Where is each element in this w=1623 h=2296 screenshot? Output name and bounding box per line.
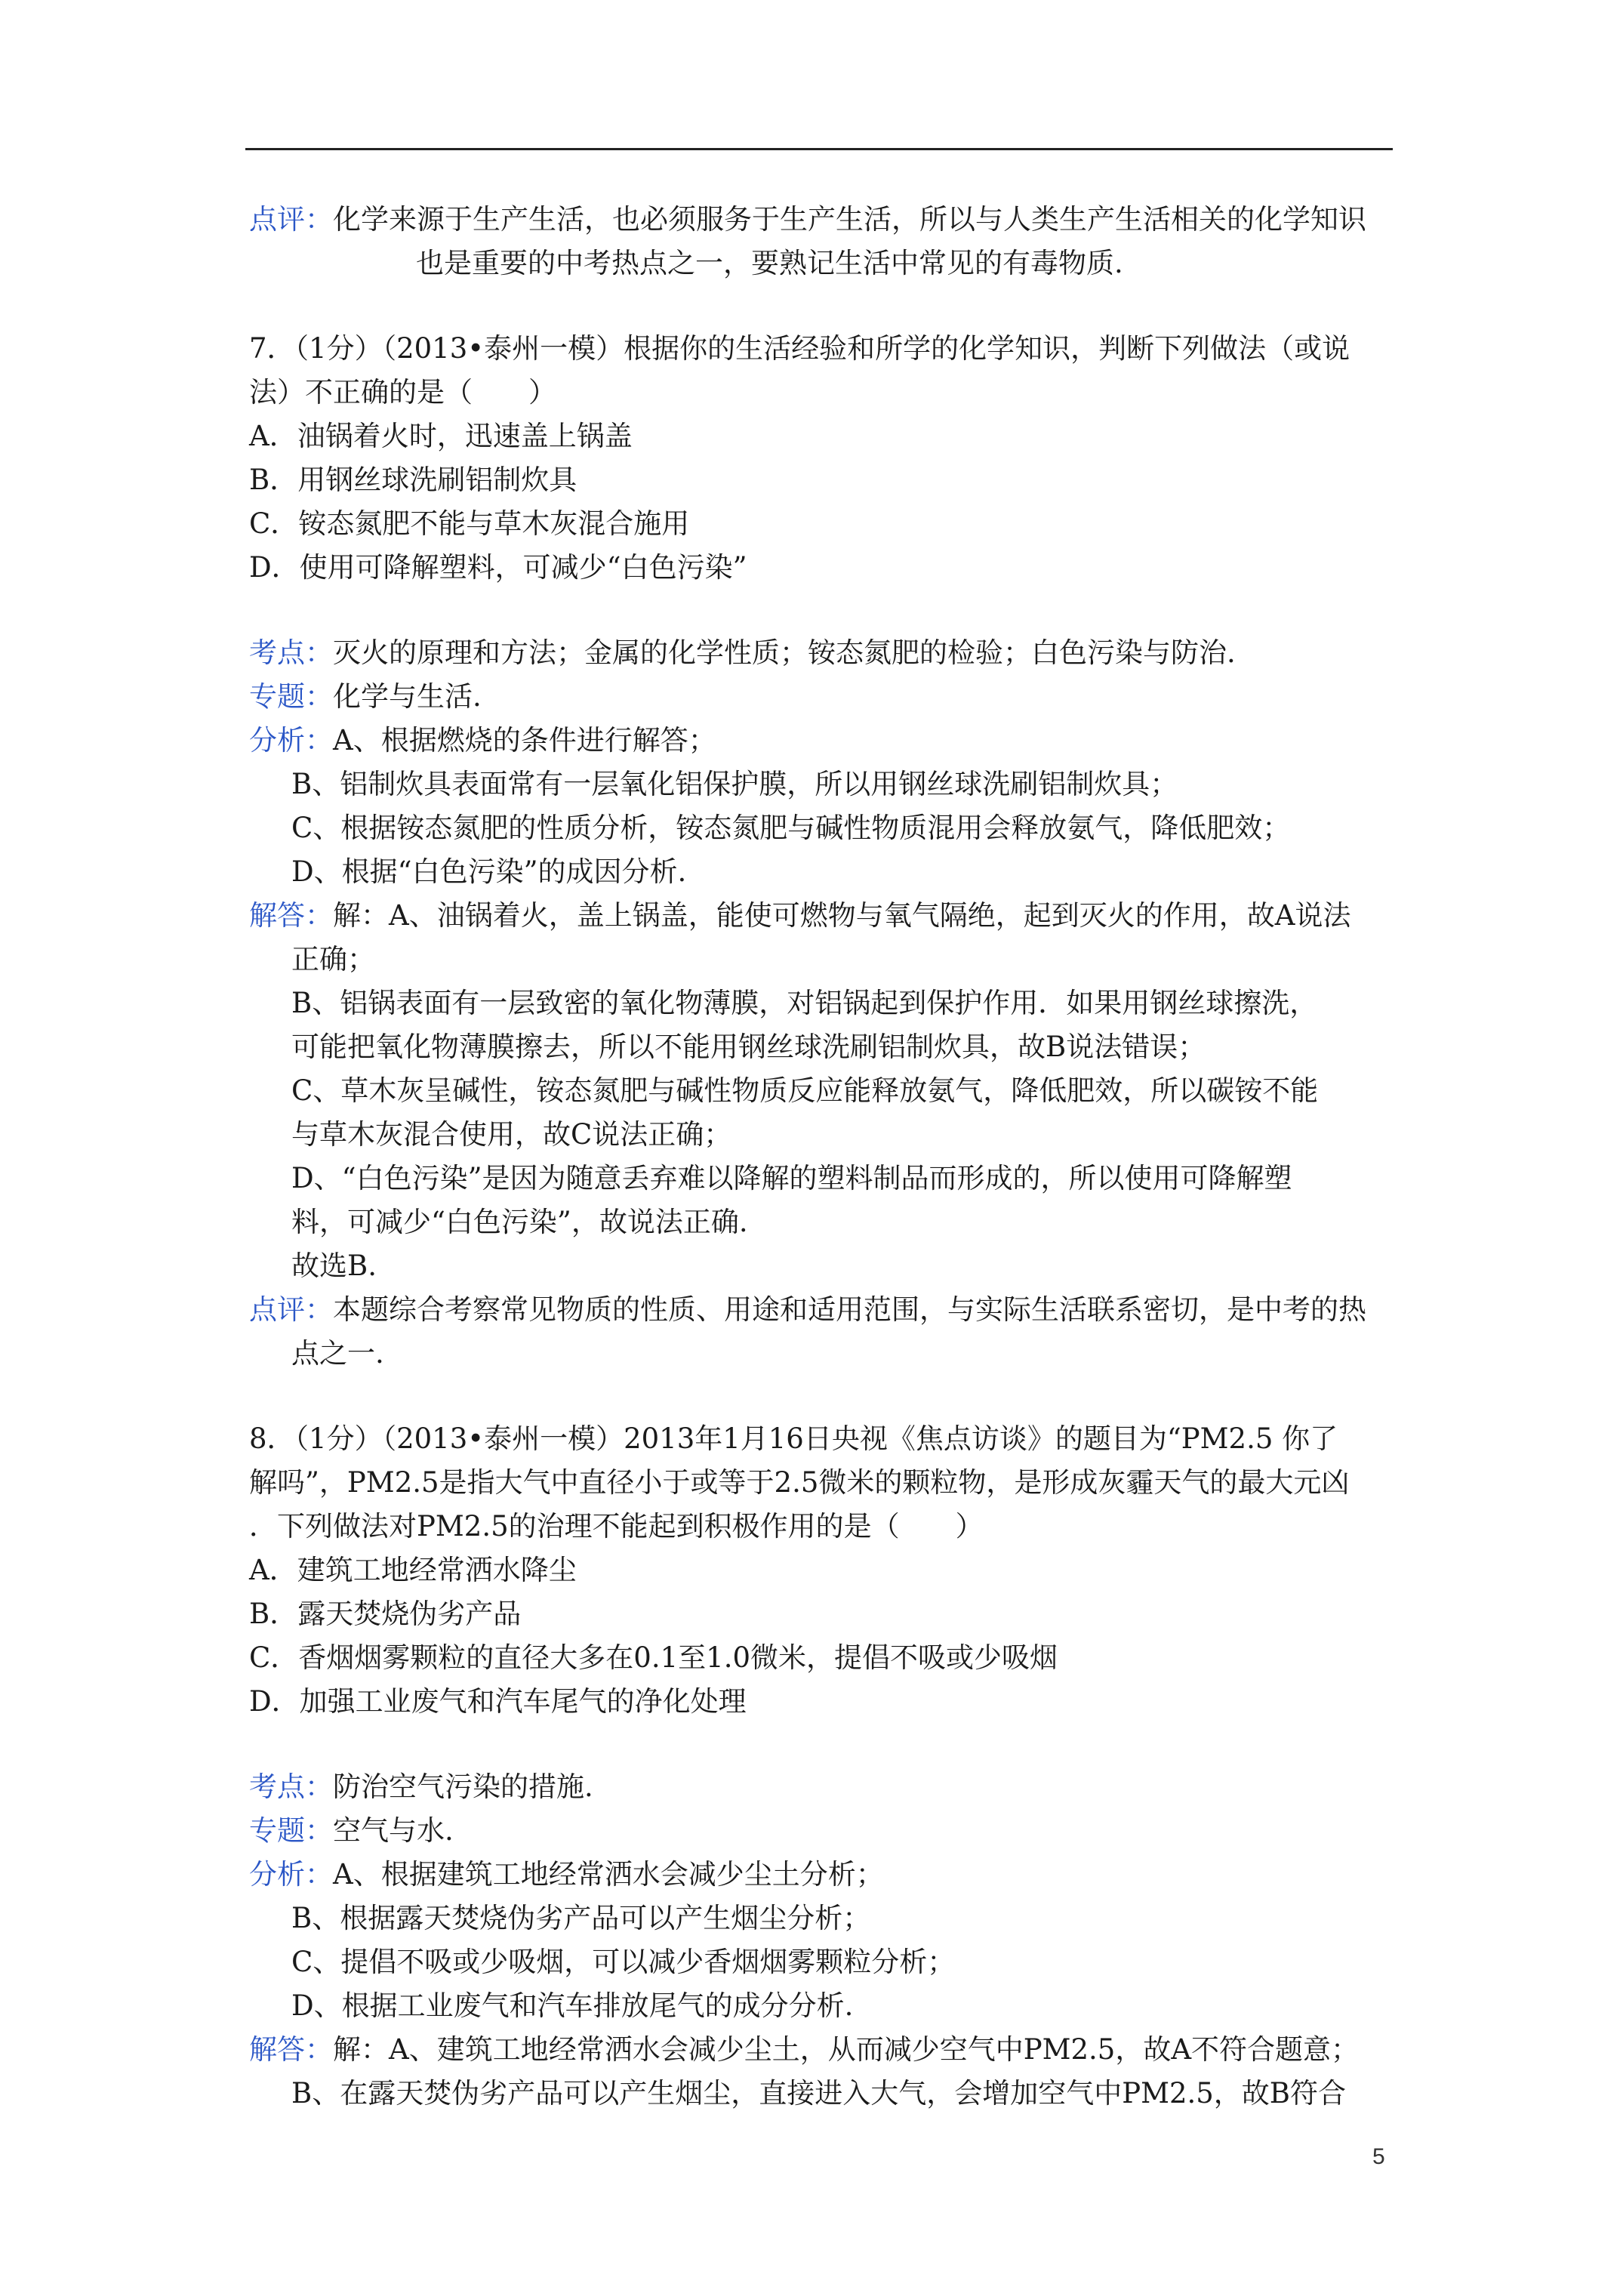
text-line: 也是重要的中考热点之一，要熟记生活中常见的有毒物质.	[416, 247, 1123, 279]
kaodian-row	[249, 1765, 1397, 1809]
text-line: 灭火的原理和方法；金属的化学性质；铵态氮肥的检验；白色污染与防治.	[333, 636, 1236, 669]
text-line: 正确；	[291, 943, 375, 975]
document-body	[249, 198, 1397, 2116]
text-line: 点之一.	[291, 1337, 384, 1370]
header-rule	[245, 148, 1393, 150]
option-b: B．露天焚烧伪劣产品	[249, 1598, 522, 1630]
text-line: C、根据铵态氮肥的性质分析，铵态氮肥与碱性物质混用会释放氨气，降低肥效；	[291, 812, 1291, 844]
solution-7	[249, 631, 1397, 1376]
text-line: B、在露天焚伪劣产品可以产生烟尘，直接进入大气，会增加空气中PM2.5，故B符合	[291, 2077, 1347, 2110]
text-line: 可能把氧化物薄膜擦去，所以不能用钢丝球洗刷铝制炊具，故B说法错误；	[291, 1031, 1206, 1063]
review-block	[249, 198, 1397, 285]
option-b: B．用钢丝球洗刷铝制炊具	[249, 464, 577, 496]
text-line: 解：A、油锅着火，盖上锅盖，能使可燃物与氧气隔绝，起到灭火的作用，故A说法	[333, 899, 1351, 932]
text-line: A、根据建筑工地经常洒水会减少尘土分析；	[333, 1858, 884, 1891]
option-c: C．香烟烟雾颗粒的直径大多在0.1至1.0微米，提倡不吸或少吸烟	[249, 1641, 1058, 1674]
text-line: 防治空气污染的措施.	[333, 1771, 593, 1803]
solution-8	[249, 1765, 1397, 2116]
fenxi-label: 分析：	[249, 724, 333, 757]
text-line: B、铝制炊具表面常有一层氧化铝保护膜，所以用钢丝球洗刷铝制炊具；	[291, 768, 1178, 800]
text-line: A、根据燃烧的条件进行解答；	[333, 724, 716, 757]
text-line: D、根据“白色污染”的成因分析.	[291, 855, 687, 888]
question-stem: 7．（1分）（2013•泰州一模）根据你的生活经验和所学的化学知识，判断下列做法（或说	[249, 332, 1350, 365]
question-8	[249, 1417, 1397, 1724]
fenxi-label: 分析：	[249, 1858, 333, 1891]
option-a: A．建筑工地经常洒水降尘	[249, 1554, 577, 1586]
text-line: 故选B.	[291, 1250, 377, 1282]
text-line: C、草木灰呈碱性，铵态氮肥与碱性物质反应能释放氨气，降低肥效，所以碳铵不能	[291, 1074, 1319, 1107]
text-line: D、根据工业废气和汽车排放尾气的成分分析.	[291, 1989, 854, 2022]
dianping-row	[249, 1288, 1397, 1376]
text-line: 解：A、建筑工地经常洒水会减少尘土，从而减少空气中PM2.5，故A不符合题意；	[333, 2033, 1360, 2066]
text-line: C、提倡不吸或少吸烟，可以减少香烟烟雾颗粒分析；	[291, 1946, 956, 1978]
text-line: 化学与生活.	[333, 680, 482, 713]
page-number: 5	[1372, 2144, 1385, 2169]
zhuanti-label: 专题：	[249, 680, 333, 713]
text-line: B、根据露天焚烧伪劣产品可以产生烟尘分析；	[291, 1902, 871, 1934]
text-line: 与草木灰混合使用，故C说法正确；	[291, 1118, 732, 1151]
option-d: D．使用可降解塑料，可减少“白色污染”	[249, 551, 747, 584]
jieda-row	[249, 894, 1397, 1288]
question-stem: 法）不正确的是（ ）	[249, 376, 556, 408]
option-d: D．加强工业废气和汽车尾气的净化处理	[249, 1685, 747, 1718]
jieda-label: 解答：	[249, 2033, 333, 2066]
text-line: D、“白色污染”是因为随意丢弃难以降解的塑料制品而形成的，所以使用可降解塑	[291, 1162, 1292, 1194]
question-stem: ．下列做法对PM2.5的治理不能起到积极作用的是（ ）	[249, 1510, 984, 1542]
kaodian-label: 考点：	[249, 636, 333, 669]
zhuanti-label: 专题：	[249, 1814, 333, 1847]
jieda-label: 解答：	[249, 899, 333, 932]
question-stem: 解吗”，PM2.5是指大气中直径小于或等于2.5微米的颗粒物，是形成灰霾天气的最大元凶	[249, 1466, 1350, 1499]
text-line: 料，可减少“白色污染”，故说法正确.	[291, 1206, 748, 1238]
text-line: 空气与水.	[333, 1814, 454, 1847]
kaodian-label: 考点：	[249, 1771, 333, 1803]
dianping-label: 点评：	[249, 1293, 333, 1326]
text-line: 本题综合考察常见物质的性质、用途和适用范围，与实际生活联系密切，是中考的热	[333, 1293, 1366, 1326]
text-line: 化学来源于生产生活，也必须服务于生产生活，所以与人类生产生活相关的化学知识	[333, 203, 1366, 236]
question-stem: 8．（1分）（2013•泰州一模）2013年1月16日央视《焦点访谈》的题目为“PM2.5 你了	[249, 1422, 1338, 1455]
fenxi-row	[249, 719, 1397, 894]
option-a: A．油锅着火时，迅速盖上锅盖	[249, 420, 633, 452]
text-line: B、铝锅表面有一层致密的氧化物薄膜，对铝锅起到保护作用．如果用钢丝球擦洗，	[291, 987, 1318, 1019]
kaodian-row	[249, 631, 1397, 675]
fenxi-row	[249, 1853, 1397, 2028]
review-label: 点评：	[249, 203, 333, 236]
option-c: C．铵态氮肥不能与草木灰混合施用	[249, 507, 690, 540]
zhuanti-row	[249, 675, 1397, 719]
jieda-row	[249, 2028, 1397, 2116]
question-7	[249, 327, 1397, 590]
zhuanti-row	[249, 1809, 1397, 1853]
